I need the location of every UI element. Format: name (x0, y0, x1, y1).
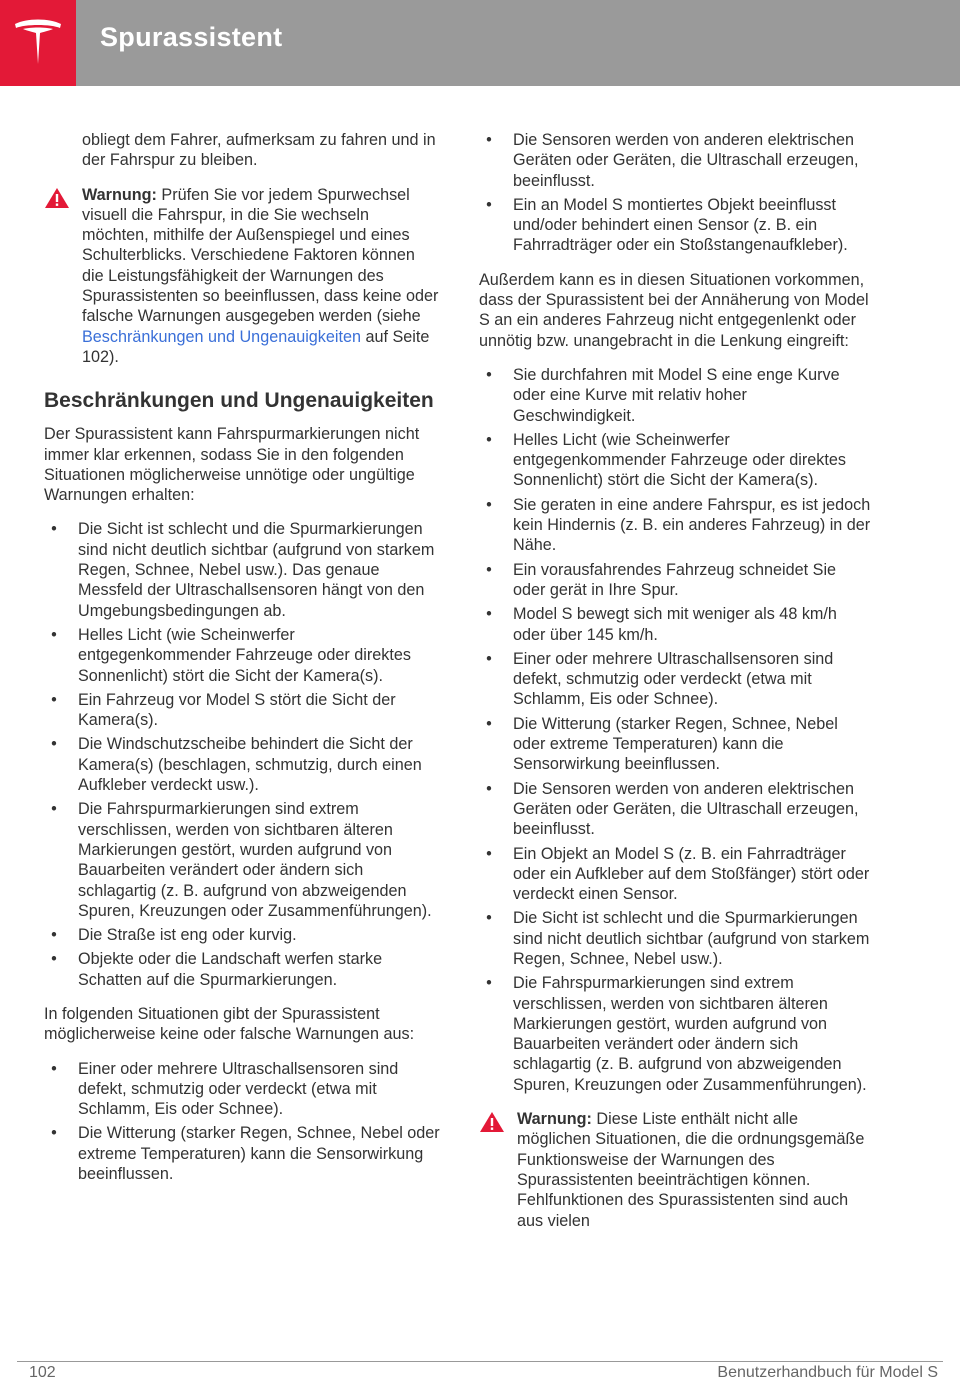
footer-divider (17, 1361, 943, 1362)
list-item: • Die Witterung (starker Regen, Schnee, Nebel oder extreme Temperaturen) kann die Sensorwirkung beeinflussen. (486, 714, 838, 774)
page-number: 102 (29, 1364, 56, 1381)
section-paragraph: Der Spurassistent kann Fahrspurmarkierungen nicht immer klar erkennen, sodass Sie in den folgenden Situationen möglicherweise unnötige oder ungültige Warnungen erhalten: (44, 425, 420, 505)
warning-body-end: auf Seite 102). (82, 327, 430, 366)
list-item: • Die Straße ist eng oder kurvig. (51, 926, 297, 945)
list-item: • Einer oder mehrere Ultraschallsensoren sind defekt, schmutzig oder verdeckt (etwa mit Schlamm, Eis oder Schnee). (51, 1059, 399, 1119)
list-item: • Die Fahrspurmarkierungen sind extrem verschlissen, werden von sichtbaren älteren Markierungen gestört, wurden aufgrund von Bauarbeiten verändert oder ändern sich schlagartig (z. B. aufgrund von abzweigenden Spuren, Kreuzungen oder Zusammenführungen). (51, 800, 432, 920)
tesla-logo-icon (11, 16, 65, 70)
list-item: • Die Windschutzscheibe behindert die Sicht der Kamera(s) (beschlagen, schmutzig, durch einen Aufkleber verdeckt usw.). (51, 735, 422, 795)
list-item: • Sie durchfahren mit Model S eine enge Kurve oder eine Kurve mit relativ hoher Geschwindigkeit. (486, 365, 840, 425)
list-item: • Einer oder mehrere Ultraschallsensoren sind defekt, schmutzig oder verdeckt (etwa mit Schlamm, Eis oder Schnee). (486, 649, 834, 709)
warning-text (517, 1109, 871, 1231)
list-item: • Ein Fahrzeug vor Model S stört die Sicht der Kamera(s). (51, 690, 396, 730)
list-item: • Ein an Model S montiertes Objekt beeinflusst und/oder behindert einen Sensor (z. B. ein Fahrradträger oder ein Stoßstangenaufkleber). (486, 195, 848, 255)
warning-body: Prüfen Sie vor jedem Spurwechsel visuell die Fahrspur, in die Sie wechseln möchten, mithilfe der Außenspiegel und eines Schulterblicks. Verschiedene Faktoren können die Leistungsfähigkeit der Warnungen des Spurassistenten so beeinflussen, dass keine oder falsche Warnungen ausgegeben werden (siehe (82, 185, 439, 326)
steering-list (479, 365, 871, 1095)
list-item: • Die Sicht ist schlecht und die Spurmarkierungen sind nicht deutlich sichtbar (aufgrund von starkem Regen, Schnee, Nebel usw.). Das genaue Messfeld der Ultraschallsensoren hängt von den Umgebungsbedingungen ab. (51, 520, 435, 620)
limitations-list (44, 519, 440, 990)
left-column (44, 130, 440, 1198)
warning-triangle-icon (44, 187, 70, 209)
steering-paragraph: Außerdem kann es in diesen Situationen vorkommen, dass der Spurassistent bei der Annäherung von Model S an ein anderes Fahrzeug nicht entgegenlenkt oder unnötig bzw. unangebracht in die Lenkung eingreift: (479, 270, 869, 350)
list-item: • Helles Licht (wie Scheinwerfer entgegenkommender Fahrzeuge oder direktes Sonnenlicht) stört die Sicht der Kamera(s). (486, 430, 846, 490)
list-item: • Die Sensoren werden von anderen elektrischen Geräten oder Geräten, die Ultraschall erzeugen, beeinflusst. (486, 131, 859, 190)
list-item: • Die Sicht ist schlecht und die Spurmarkierungen sind nicht deutlich sichtbar (aufgrund von starkem Regen, Schnee, Nebel usw.). (486, 909, 870, 968)
situations-paragraph: In folgenden Situationen gibt der Spurassistent möglicherweise keine oder falsche Warnungen aus: (44, 1004, 415, 1044)
page-title: Spurassistent (100, 22, 283, 52)
list-item: • Ein vorausfahrendes Fahrzeug schneidet Sie oder gerät in Ihre Spur. (486, 560, 837, 599)
warning-triangle-icon (479, 1111, 505, 1133)
tesla-logo (0, 0, 76, 86)
intro-paragraph: obliegt dem Fahrer, aufmerksam zu fahren und in der Fahrspur zu bleiben. (82, 131, 436, 170)
list-item: • Die Witterung (starker Regen, Schnee, Nebel oder extreme Temperaturen) kann die Sensorwirkung beeinflussen. (51, 1124, 440, 1184)
warning-block (479, 1109, 871, 1231)
page-header (0, 0, 960, 86)
warning-failure-list (44, 1059, 440, 1185)
list-item: • Objekte oder die Landschaft werfen starke Schatten auf die Spurmarkierungen. (51, 950, 383, 989)
footer-title: Benutzerhandbuch für Model S (717, 1364, 938, 1381)
warning-body: Diese Liste enthält nicht alle möglichen Situationen, die die ordnungsgemäße Funktionsweise der Warnungen des Spurassistenten beeinträchtigen können. Fehlfunktionen des Spurassistenten sind auch aus vielen (517, 1110, 865, 1230)
list-item: • Die Sensoren werden von anderen elektrischen Geräten oder Geräten, die Ultraschall erzeugen, beeinflusst. (486, 779, 859, 839)
sensor-list (479, 130, 871, 256)
list-item: • Helles Licht (wie Scheinwerfer entgegenkommender Fahrzeuge oder direktes Sonnenlicht) stört die Sicht der Kamera(s). (51, 625, 411, 685)
limitations-link[interactable]: Beschränkungen und Ungenauigkeiten (82, 327, 361, 346)
list-item: • Model S bewegt sich mit weniger als 48 km/h oder über 145 km/h. (486, 605, 837, 644)
warning-label: Warnung: (517, 1110, 592, 1129)
warning-label: Warnung: (82, 185, 157, 204)
list-item: • Die Fahrspurmarkierungen sind extrem verschlissen, werden von sichtbaren älteren Markierungen gestört, wurden aufgrund von Bauarbeiten verändert oder ändern sich schlagartig (z. B. aufgrund von abzweigenden Spuren, Kreuzungen oder Zusammenführungen). (486, 974, 867, 1094)
section-heading: Beschränkungen und Ungenauigkeiten (44, 389, 434, 413)
right-column (479, 130, 871, 1245)
list-item: • Ein Objekt an Model S (z. B. ein Fahrradträger oder ein Aufkleber auf dem Stoßfänger) stört oder verdeckt einen Sensor. (486, 844, 870, 904)
warning-block (44, 185, 440, 368)
list-item: • Sie geraten in eine andere Fahrspur, es ist jedoch kein Hindernis (z. B. ein anderes Fahrzeug) in der Nähe. (486, 495, 871, 555)
warning-text (82, 185, 440, 368)
